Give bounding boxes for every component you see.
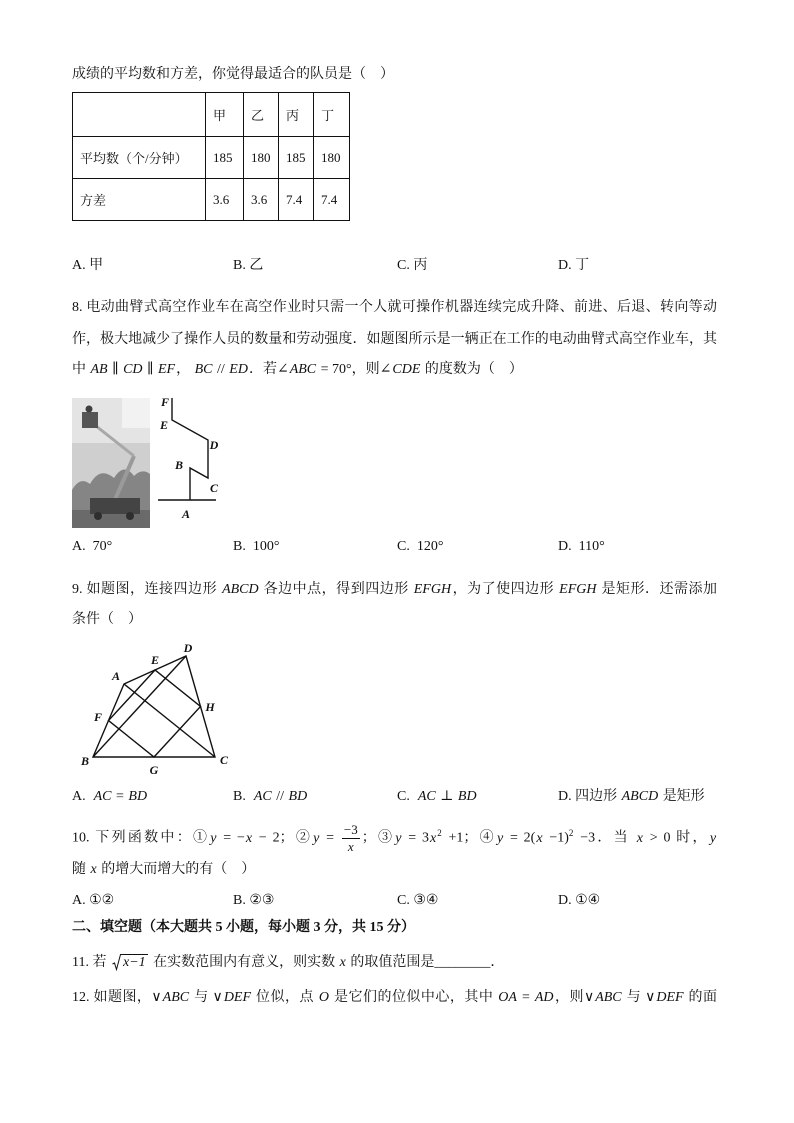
math-variable: y [313, 830, 320, 846]
text-run: 的面 [684, 990, 718, 1005]
photo-worker [86, 406, 93, 413]
text-run: C. 丙 [397, 258, 428, 273]
math-variable: BD [128, 789, 148, 804]
table-row-label: 方差 [73, 179, 206, 221]
text-run: A. 甲 [72, 258, 104, 273]
text-run: D. 丁 [558, 258, 590, 273]
point-label-f: F [93, 710, 103, 724]
text-run: +1；④ [442, 830, 496, 846]
math-variable: EFGH [413, 582, 452, 597]
math-variable: x [90, 862, 97, 877]
math-variable: AC [93, 789, 112, 804]
text-run: 是矩形．还需添加 [597, 582, 718, 597]
text-run: = 2( [504, 830, 536, 846]
photo-sky-highlight [122, 398, 150, 428]
point-label-d: D [183, 641, 193, 655]
text-run: 成绩的平均数和方差，你觉得最适合的队员是（ ） [72, 67, 394, 82]
text-run: A. [72, 789, 93, 804]
text-run: B. 乙 [233, 258, 264, 273]
text-run: 位似，点 [252, 990, 318, 1005]
text-run: ， [176, 362, 194, 377]
stats-table [72, 92, 350, 221]
text-run: C. 120° [397, 539, 444, 554]
table-cell: 185 [206, 137, 244, 179]
q10-stem-line-1 [72, 822, 717, 854]
math-variable: y [395, 830, 402, 846]
text-run: ∥ [108, 362, 123, 377]
photo-bucket [82, 412, 98, 428]
table-header-cell: 乙 [244, 93, 279, 137]
q7-option-a [72, 256, 103, 276]
text-run: = [112, 789, 128, 804]
math-variable: DEF [656, 990, 684, 1005]
q10-option-c [397, 891, 438, 911]
text-run: D. ①④ [558, 893, 601, 908]
text-run: ，则∨ [554, 990, 595, 1005]
math-variable: O [318, 990, 330, 1005]
math-variable: AB [90, 362, 108, 377]
math-variable: ABC [289, 362, 317, 377]
table-header-cell: 丁 [314, 93, 350, 137]
point-label-d: D [209, 438, 219, 452]
math-variable: CD [123, 362, 143, 377]
radical-sign-icon [112, 954, 121, 971]
q8-stem-line-3 [72, 360, 523, 380]
q8-stem-line-2 [72, 330, 717, 350]
q9-option-b [233, 787, 308, 807]
q7-stem-tail [72, 65, 394, 85]
text-run: = − [217, 830, 245, 846]
math-variable: OA [498, 990, 517, 1005]
q8-option-d [558, 537, 605, 557]
fraction-numerator: −3 [343, 822, 358, 837]
q8-options [0, 537, 794, 557]
text-run: C. ③④ [397, 893, 439, 908]
text-run: 10. 下列函数中：① [72, 830, 210, 846]
math-variable: BD [457, 789, 477, 804]
text-run: 各边中点，得到四边形 [259, 582, 413, 597]
text-run: B. [233, 789, 253, 804]
point-label-e: E [159, 418, 169, 432]
math-variable: y [496, 830, 504, 846]
text-run: ；③ [361, 830, 395, 846]
q8-boom-diagram [152, 392, 227, 524]
table-header-cell: 丙 [279, 93, 314, 137]
text-run: // [272, 789, 288, 804]
table-cell: 3.6 [244, 179, 279, 221]
text-run: 条件（ ） [72, 612, 142, 627]
point-label-a: A [111, 669, 121, 683]
text-run: − 2；② [253, 830, 313, 846]
point-label-b: B [174, 458, 184, 472]
photo-wheel [126, 512, 134, 520]
q8-option-c [397, 537, 443, 557]
square-root [112, 954, 148, 971]
point-label-g: G [149, 763, 159, 777]
fraction-denominator: x [347, 839, 354, 854]
point-label-e: E [150, 653, 160, 667]
table-cell: 7.4 [279, 179, 314, 221]
math-variable: ABC [162, 990, 190, 1005]
table-corner-cell [73, 93, 206, 137]
text-run: = [320, 830, 340, 846]
text-run: 11. 若 [72, 955, 110, 970]
table-row-label: 平均数（个/分钟） [73, 137, 206, 179]
q8-option-a [72, 537, 112, 557]
text-run: D. 110° [558, 539, 605, 554]
q7-option-c [397, 256, 427, 276]
text-run: = 70°，则∠ [317, 362, 392, 377]
q7-option-d [558, 256, 589, 276]
table-cell: 180 [314, 137, 350, 179]
q9-stem-line-2 [72, 610, 142, 630]
math-variable: y [709, 830, 717, 846]
text-run: 是它们的位似中心，其中 [330, 990, 498, 1005]
boom-segments [172, 398, 208, 500]
math-variable: AC [417, 789, 436, 804]
q9-option-a [72, 787, 148, 807]
math-variable: CDE [392, 362, 421, 377]
text-run: // [213, 362, 229, 377]
superscript: 2 [437, 827, 442, 838]
math-variable: ABCD [222, 582, 259, 597]
text-run: ． [490, 955, 505, 970]
math-variable: x [636, 830, 643, 846]
math-variable: BC [194, 362, 213, 377]
text-run: ∥ [143, 362, 157, 377]
point-label-c: C [209, 481, 219, 495]
superscript: 2 [568, 827, 574, 838]
table-cell: 3.6 [206, 179, 244, 221]
q9-option-c [397, 787, 478, 807]
section-title-fill-in-blanks: 二、填空题（本大题共 5 小题，每小题 3 分，共 15 分） [72, 920, 415, 935]
q11-stem-line-1 [72, 953, 504, 973]
text-run: A. ①② [72, 893, 115, 908]
text-run: 的度数为（ ） [421, 362, 523, 377]
q12-stem-line-1 [72, 988, 717, 1008]
text-run: ．若∠ [248, 362, 289, 377]
math-variable: x [536, 830, 543, 846]
math-variable: x [429, 830, 437, 846]
fraction [342, 823, 360, 854]
point-label-h: H [205, 700, 215, 714]
point-label-c: C [219, 753, 229, 767]
table-cell: 185 [279, 137, 314, 179]
math-variable: EFGH [559, 582, 597, 597]
q8-option-b [233, 537, 279, 557]
text-run: −3．当 [574, 830, 636, 846]
q9-options [0, 787, 794, 807]
text-run: 随 [72, 862, 90, 877]
text-run: D. 四边形 [558, 789, 621, 804]
text-run: 与 ∨ [622, 990, 656, 1005]
point-label-a: A [181, 507, 191, 521]
table-cell: 7.4 [314, 179, 350, 221]
table-header-cell: 甲 [206, 93, 244, 137]
work-vehicle-photo [72, 398, 150, 528]
q9-quadrilateral-diagram [72, 636, 242, 778]
math-variable: BD [288, 789, 308, 804]
q9-option-d [558, 787, 705, 807]
text-run: = [517, 990, 534, 1005]
table-header-row [73, 93, 350, 137]
table-row [73, 179, 350, 221]
text-run: 8. 电动曲臂式高空作业车在高空作业时只需一个人就可操作机器连续完成升降、前进、后退、转向等动 [72, 300, 717, 315]
q9-stem-line-1 [72, 580, 717, 600]
text-run: > 0 时， [643, 830, 709, 846]
text-run: −1) [543, 830, 569, 846]
text-run: B. 100° [233, 539, 280, 554]
text-run: 中 [72, 362, 90, 377]
text-run: C. [397, 789, 417, 804]
diagonal-bd [93, 656, 186, 757]
q10-options [0, 891, 794, 911]
point-label-b: B [80, 754, 90, 768]
quadrilateral-efgh [109, 670, 201, 757]
q10-stem-line-2 [72, 860, 255, 880]
table-row [73, 137, 350, 179]
math-variable: DEF [223, 990, 252, 1005]
q10-option-a [72, 891, 114, 911]
table-cell: 180 [244, 137, 279, 179]
text-run: ，为了使四边形 [452, 582, 559, 597]
text-run: ⊥ [436, 789, 457, 804]
math-variable: ED [229, 362, 248, 377]
math-variable: ABC [595, 990, 622, 1005]
math-variable: AC [253, 789, 272, 804]
text-run: B. ②③ [233, 893, 275, 908]
math-variable: EF [158, 362, 176, 377]
text-run: 是矩形 [659, 789, 705, 804]
text-run: 的取值范围是 [346, 955, 435, 970]
text-run: 与 ∨ [190, 990, 223, 1005]
radicand: x−1 [122, 955, 146, 971]
text-run: = 3 [402, 830, 429, 846]
math-variable: x [339, 955, 346, 970]
math-variable: x [245, 830, 253, 846]
q7-option-b [233, 256, 263, 276]
text-run: A. 70° [72, 539, 113, 554]
point-label-f: F [160, 395, 170, 409]
q10-option-b [233, 891, 274, 911]
math-variable: AD [534, 990, 554, 1005]
text-run: 12. 如题图，∨ [72, 990, 162, 1005]
answer-blank: ________ [434, 955, 491, 970]
photo-vehicle-body [90, 498, 140, 514]
text-run: 在实数范围内有意义，则实数 [149, 955, 339, 970]
math-variable: ABCD [621, 789, 659, 804]
q7-options [0, 256, 794, 276]
q8-stem-line-1 [72, 298, 717, 318]
text-run: 的增大而增大的有（ ） [97, 862, 256, 877]
diagonal-ac [124, 684, 215, 757]
q10-option-d [558, 891, 600, 911]
text-run: 9. 如题图，连接四边形 [72, 582, 222, 597]
text-run: 作，极大地减少了操作人员的数量和劳动强度．如题图所示是一辆正在工作的电动曲臂式高空作业车，其 [72, 332, 717, 347]
photo-wheel [94, 512, 102, 520]
math-variable: y [210, 830, 217, 846]
